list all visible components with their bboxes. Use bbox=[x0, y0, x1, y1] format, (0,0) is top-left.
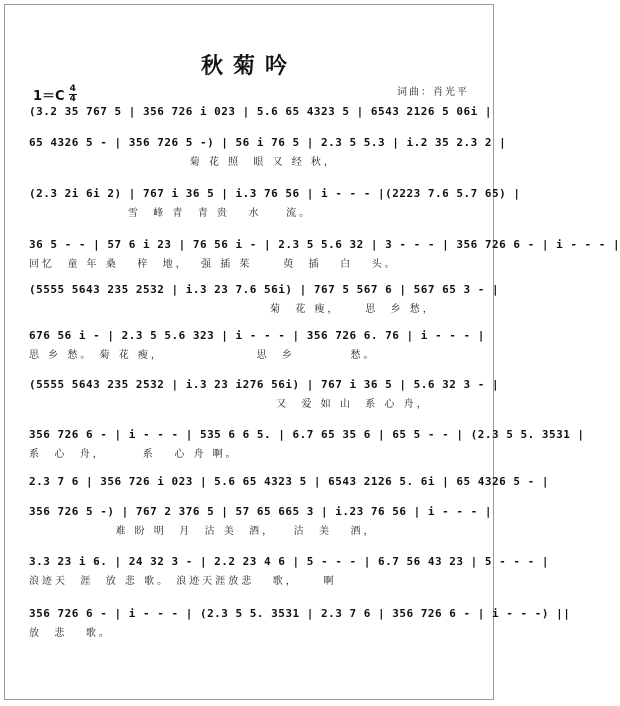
notation-line: 36 5 - - | 57 6 i 23 | 76 56 i - | 2.3 5 5.6 32 | 3 - - - | 356 726 6 - | i - - - | bbox=[29, 238, 620, 251]
lyrics-line: 浪迹天 涯 放 悲 歌。 浪迹天涯放悲 歌， 啊 bbox=[29, 576, 337, 587]
score-row bbox=[29, 475, 549, 492]
credits: 词曲：肖光平 bbox=[397, 87, 469, 98]
score-row bbox=[29, 187, 521, 219]
time-bottom: 4 bbox=[69, 94, 76, 104]
lyrics-line: 放 悲 歌。 bbox=[29, 628, 112, 639]
notation-line: (5555 5643 235 2532 | i.3 23 i276 56i) | 767 i 36 5 | 5.6 32 3 - | bbox=[29, 378, 500, 391]
score-row bbox=[29, 329, 485, 361]
score-row bbox=[29, 505, 492, 537]
score-row bbox=[29, 378, 500, 410]
time-top: 4 bbox=[69, 84, 76, 94]
score-row bbox=[29, 428, 585, 460]
lyrics-line: 难 盼 明 月 沽 美 酒， 沽 美 酒， bbox=[29, 526, 377, 537]
notation-line: (5555 5643 235 2532 | i.3 23 7.6 56i) | 767 5 567 6 | 567 65 3 - | bbox=[29, 283, 500, 296]
time-signature bbox=[69, 85, 77, 104]
lyrics-line: 系 心 舟， 系 心 舟 啊。 bbox=[29, 449, 239, 460]
notation-line: 676 56 i - | 2.3 5 5.6 323 | i - - - | 356 726 6. 76 | i - - - | bbox=[29, 329, 485, 342]
score-row bbox=[29, 283, 500, 315]
score-row bbox=[29, 238, 620, 270]
key-label: 1＝C bbox=[33, 89, 65, 104]
song-title: 秋菊吟 bbox=[200, 53, 297, 79]
score-page bbox=[4, 4, 620, 700]
score-row bbox=[29, 555, 549, 587]
notation-line: 3.3 23 i 6. | 24 32 3 - | 2.2 23 4 6 | 5 - - - | 6.7 56 43 23 | 5 - - - | bbox=[29, 555, 549, 568]
lyrics-line: 思 乡 愁。 菊 花 瘦， 思 乡 愁。 bbox=[29, 350, 377, 361]
notation-line: 356 726 6 - | i - - - | (2.3 5 5. 3531 | 2.3 7 6 | 356 726 6 - | i - - -) || bbox=[29, 607, 571, 620]
lyrics-line: 菊 花 瘦， 思 乡 愁， bbox=[29, 304, 436, 315]
lyrics-line: 菊 花 照 眼 又 经 秋， bbox=[29, 157, 337, 168]
lyrics-line: 雪 峰 青 青 贵 水 流。 bbox=[29, 208, 313, 219]
notation-line: (2.3 2i 6i 2) | 767 i 36 5 | i.3 76 56 | i - - - |(2223 7.6 5.7 65) | bbox=[29, 187, 521, 200]
lyrics-line: 回忆 童 年 桑 梓 地， 强 插 茱 萸 插 白 头。 bbox=[29, 259, 398, 270]
notation-line: (3.2 35 767 5 | 356 726 i 023 | 5.6 65 4323 5 | 6543 2126 5 06i | bbox=[29, 105, 492, 118]
key-signature bbox=[33, 85, 77, 104]
notation-line: 356 726 5 -) | 767 2 376 5 | 57 65 665 3 | i.23 76 56 | i - - - | bbox=[29, 505, 492, 518]
notation-line: 2.3 7 6 | 356 726 i 023 | 5.6 65 4323 5 | 6543 2126 5. 6i | 65 4326 5 - | bbox=[29, 475, 549, 488]
lyrics-line: 又 爱 如 山 系 心 舟， bbox=[29, 399, 430, 410]
score-row bbox=[29, 105, 492, 122]
notation-line: 356 726 6 - | i - - - | 535 6 6 5. | 6.7 65 35 6 | 65 5 - - | (2.3 5 5. 3531 | bbox=[29, 428, 585, 441]
notation-line: 65 4326 5 - | 356 726 5 -) | 56 i 76 5 | 2.3 5 5.3 | i.2 35 2.3 2 | bbox=[29, 136, 507, 149]
score-row bbox=[29, 136, 507, 168]
score-row bbox=[29, 607, 571, 639]
